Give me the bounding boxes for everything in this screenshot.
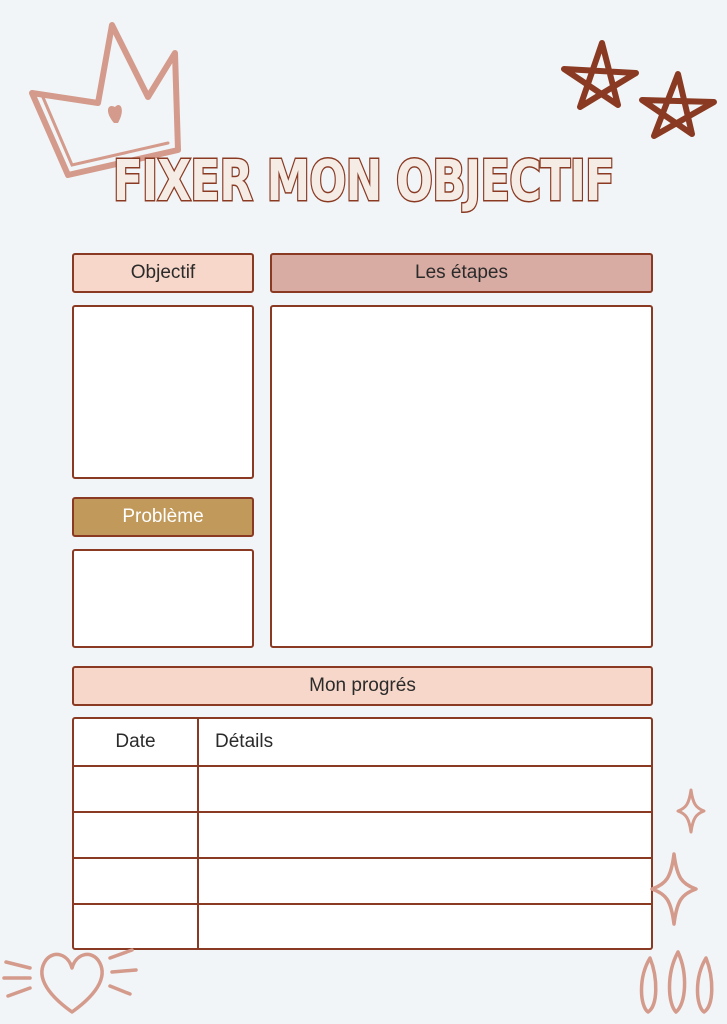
date-cell[interactable] (74, 813, 199, 857)
etapes-box[interactable] (270, 305, 653, 648)
details-cell[interactable] (199, 905, 651, 948)
date-cell[interactable] (74, 905, 199, 948)
objectif-box[interactable] (72, 305, 254, 479)
star-icon (638, 68, 723, 143)
date-cell[interactable] (74, 767, 199, 811)
table-row (74, 905, 651, 948)
details-cell[interactable] (199, 767, 651, 811)
probleme-box[interactable] (72, 549, 254, 648)
heart-icon (2, 946, 142, 1020)
progress-table (72, 717, 653, 950)
objectif-label: Objectif (72, 253, 254, 293)
details-cell[interactable] (199, 813, 651, 857)
table-row (74, 813, 651, 859)
sparkle-icon (650, 852, 698, 926)
details-header: Détails (215, 731, 274, 752)
table-header-row (74, 719, 651, 767)
etapes-label: Les étapes (270, 253, 653, 293)
sparkle-icon (676, 788, 706, 834)
date-cell[interactable] (74, 859, 199, 903)
petal-icon (632, 950, 722, 1020)
star-icon (560, 35, 650, 115)
details-cell[interactable] (199, 859, 651, 903)
table-row (74, 859, 651, 905)
progres-label: Mon progrés (72, 666, 653, 706)
date-header: Date (74, 719, 199, 765)
page-title: FIXER MON OBJECTIF (112, 149, 615, 214)
table-row (74, 767, 651, 813)
probleme-label: Problème (72, 497, 254, 537)
